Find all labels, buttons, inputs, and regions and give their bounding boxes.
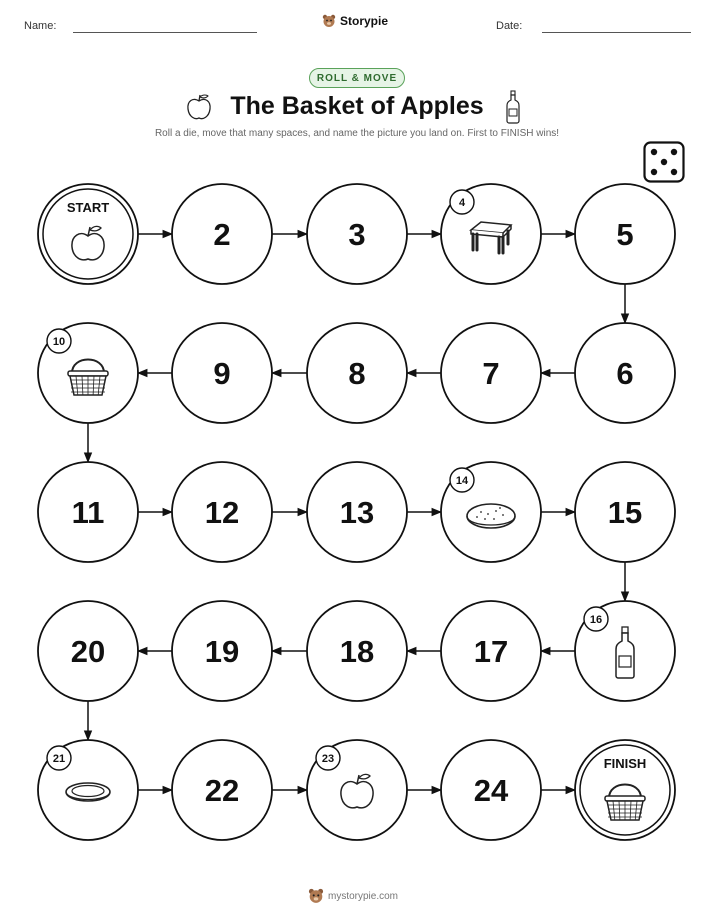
board-space-6[interactable] [575,323,675,423]
board-space-23[interactable] [307,740,407,840]
space-number: 22 [204,773,240,808]
space-label: FINISH [603,756,647,771]
game-type-badge: ROLL & MOVE [309,68,405,88]
svg-text:10: 10 [52,336,66,348]
board-space-3[interactable] [307,184,407,284]
board-space-8[interactable] [307,323,407,423]
board-space-22[interactable] [172,740,272,840]
board-space-16[interactable] [575,601,675,701]
board-space-2[interactable] [172,184,272,284]
space-number: 13 [339,495,375,530]
board-space-12[interactable] [172,462,272,562]
space-number: 15 [607,495,643,530]
svg-text:4: 4 [458,197,466,209]
footer [308,888,398,904]
pie-icon [467,504,515,528]
footer-url[interactable]: mystorypie.com [328,890,399,902]
page-title: The Basket of Apples [230,92,484,120]
board-space-24[interactable] [441,740,541,840]
svg-text:16: 16 [589,614,603,626]
svg-text:23: 23 [321,753,335,765]
name-label: Name: [24,20,57,32]
date-label: Date: [496,20,523,32]
board-space-7[interactable] [441,323,541,423]
space-number-badge [450,468,474,492]
space-number-badge [316,746,340,770]
space-number: 7 [482,356,500,391]
board-space-10[interactable] [38,323,138,423]
space-number: 18 [339,634,375,669]
space-number-badge [584,607,608,631]
space-number: 11 [71,495,105,530]
space-number: 9 [213,356,231,391]
board-space-19[interactable] [172,601,272,701]
space-number: 6 [616,356,634,391]
space-number: 17 [473,634,509,669]
space-number: 3 [348,217,366,252]
board-space-14[interactable] [441,462,541,562]
space-number: 19 [204,634,240,669]
space-number: 20 [70,634,106,669]
space-number-badge [47,746,71,770]
bear-icon [308,888,324,904]
svg-text:14: 14 [455,475,469,487]
board-space-5[interactable] [575,184,675,284]
board-space-4[interactable] [441,184,541,284]
board-space-21[interactable] [38,740,138,840]
board-space-13[interactable] [307,462,407,562]
board-space-15[interactable] [575,462,675,562]
board-space-18[interactable] [307,601,407,701]
space-number-badge [47,329,71,353]
space-number: 24 [473,773,509,808]
board-space-17[interactable] [441,601,541,701]
board-space-20[interactable] [38,601,138,701]
finish-space[interactable] [575,740,675,840]
space-number: 8 [348,356,366,391]
space-number-badge [450,190,474,214]
space-number: 5 [616,217,634,252]
board-space-11[interactable] [38,462,138,562]
brand-name: Storypie [340,14,389,28]
space-label: START [66,200,110,215]
space-number: 12 [204,495,240,530]
start-space[interactable] [38,184,138,284]
svg-text:21: 21 [52,753,66,765]
space-number: 2 [213,217,231,252]
instructions: Roll a die, move that many spaces, and name the picture you land on. First to FINISH wins! [154,128,560,139]
dish-icon [66,783,110,801]
board-space-9[interactable] [172,323,272,423]
